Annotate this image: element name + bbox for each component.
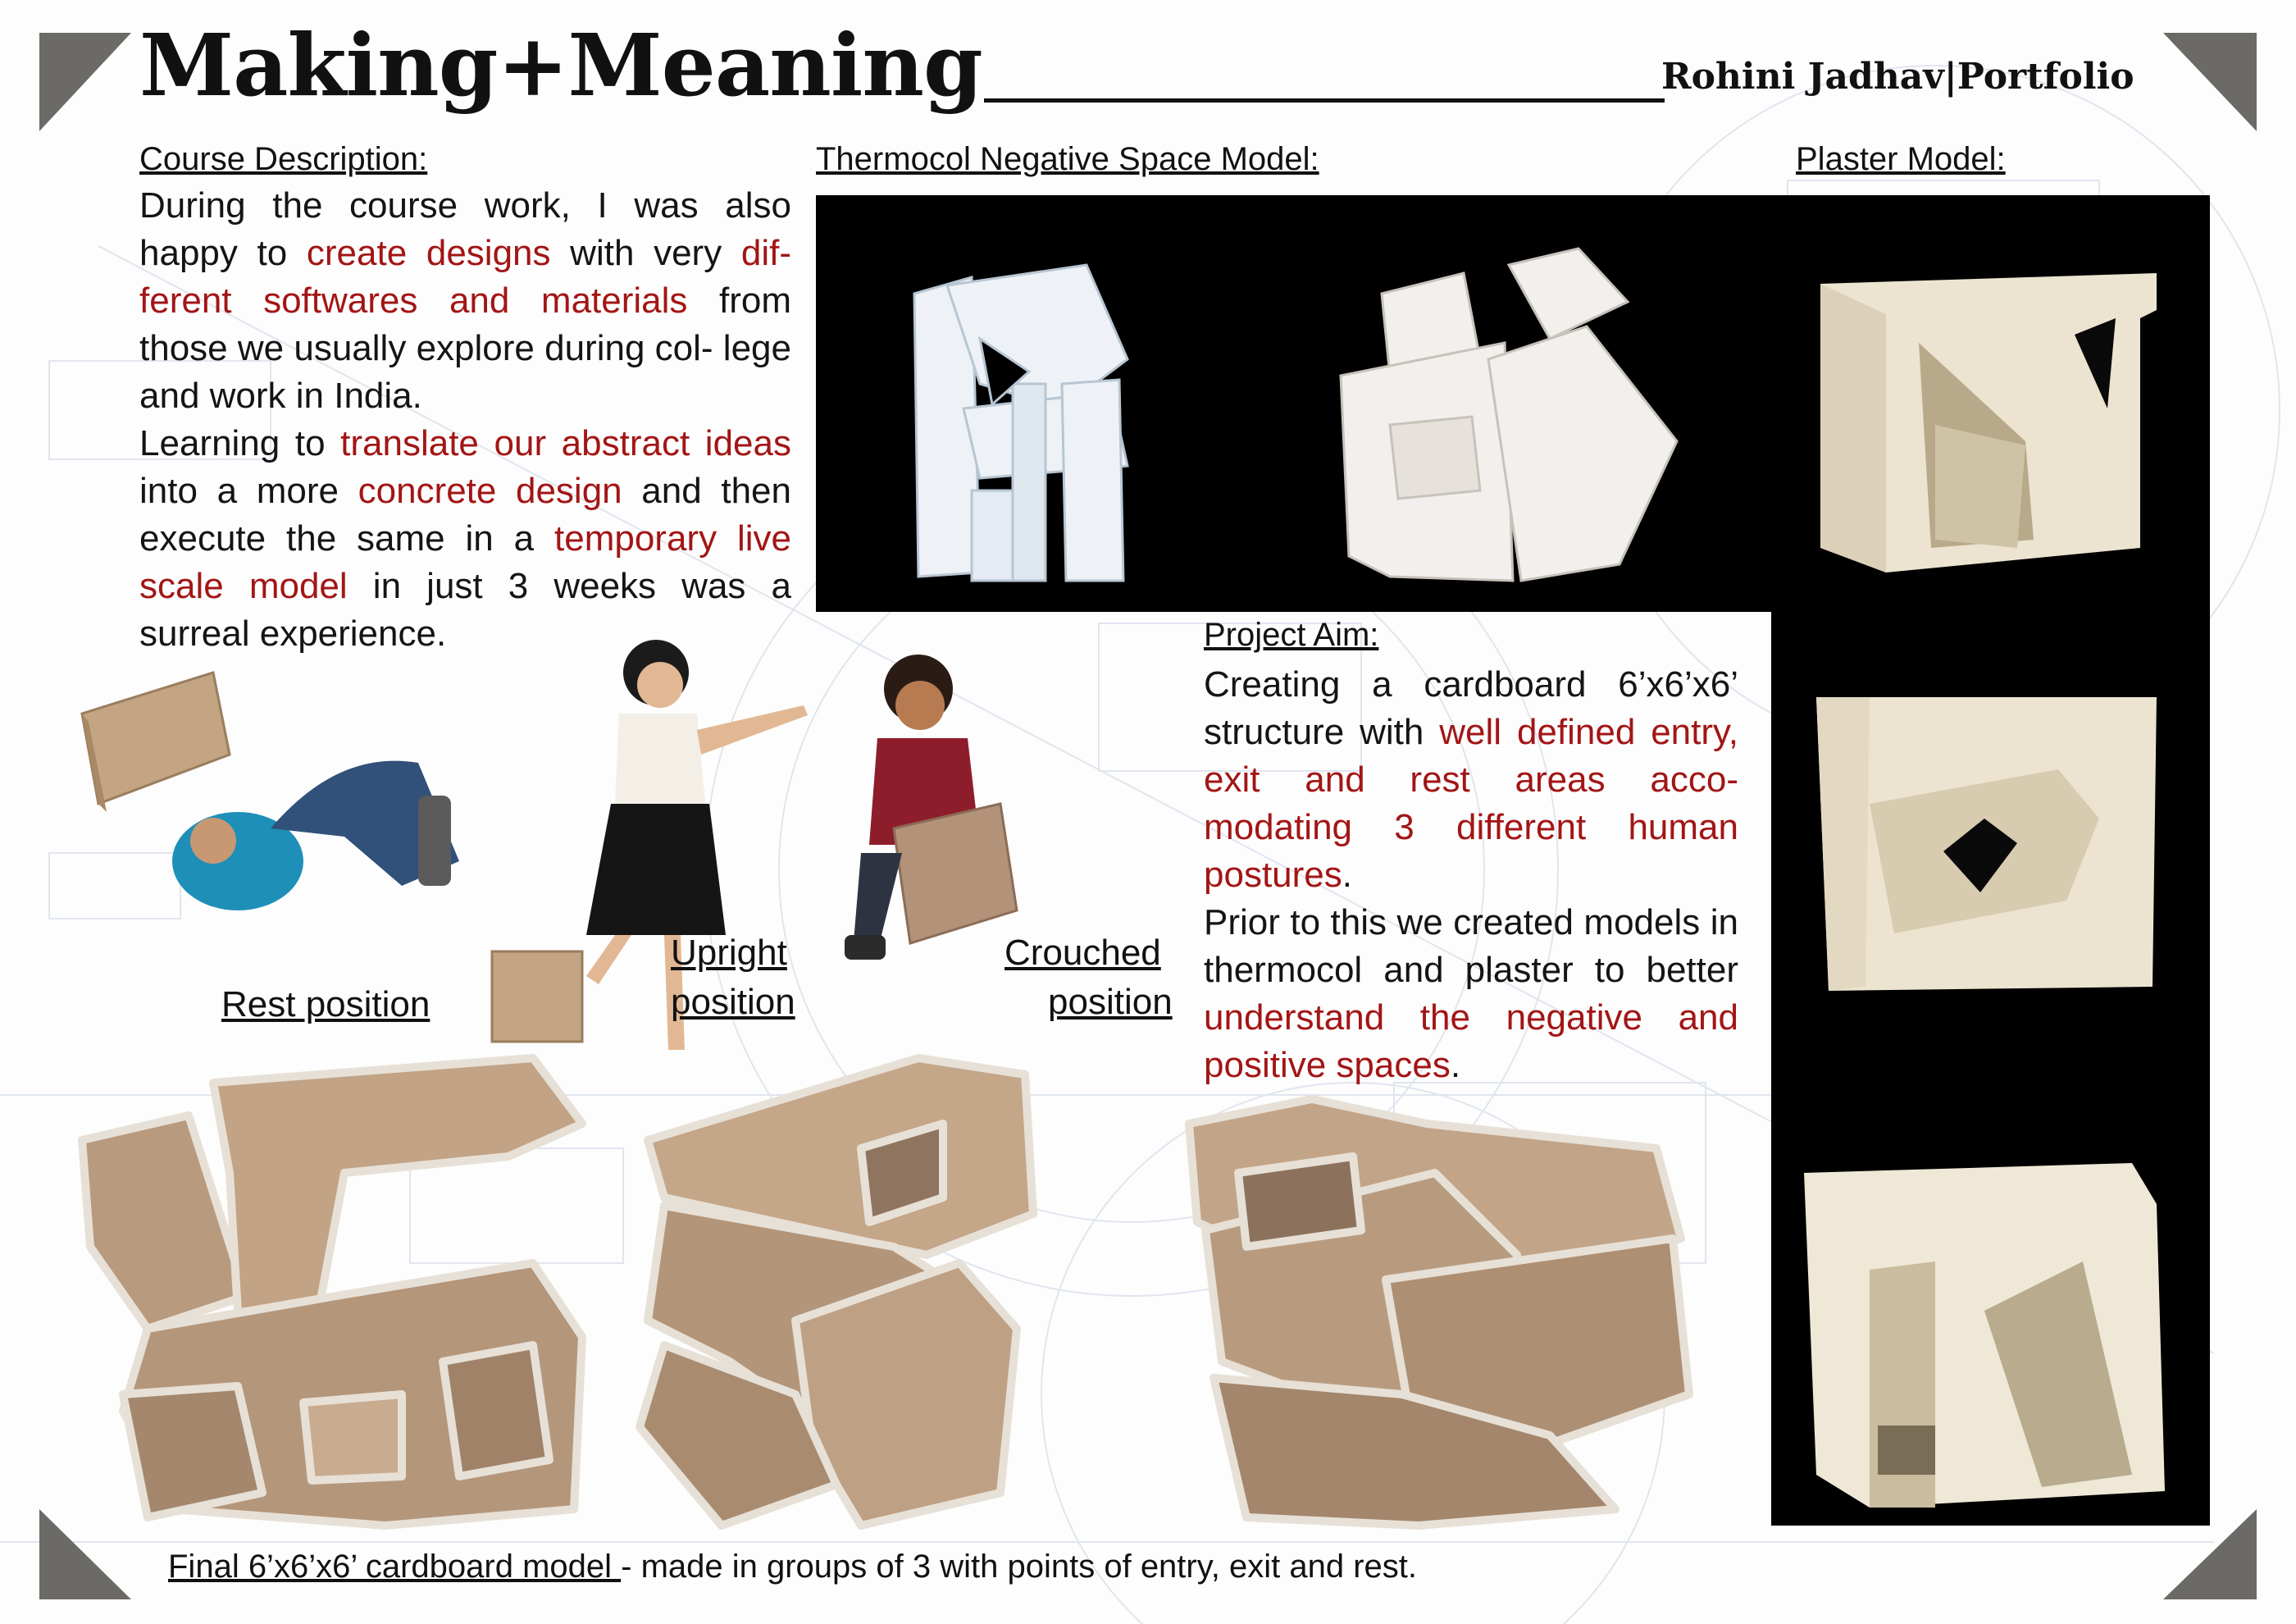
crouched-label-line-1: Crouched (1004, 933, 1161, 973)
corner-triangle-bottom-right (2206, 1534, 2296, 1624)
thermocol-model-2 (1341, 249, 1677, 581)
course-description-heading: Course Description: (139, 141, 428, 177)
body-text: . (1342, 855, 1352, 895)
rest-position-label: Rest position (221, 984, 430, 1024)
highlighted-text: concrete design (358, 471, 622, 511)
portfolio-subtitle: Rohini Jadhav|Portfolio (1661, 56, 2134, 98)
body-text: Prior to this we created models in thermocol and plaster to better (1204, 902, 1738, 990)
caption-underlined: Final 6’x6’x6’ cardboard model (168, 1549, 622, 1585)
course-paragraph-2 (139, 420, 791, 658)
plaster-model-view-2 (1816, 697, 2157, 991)
caption-rest: - made in groups of 3 with points of entry, exit and rest. (621, 1549, 1417, 1585)
highlighted-text: dif- ferent softwares and materials (139, 233, 791, 321)
body-text: with very (550, 233, 741, 273)
highlighted-text: understand the negative and positive spaces (1204, 997, 1738, 1085)
project-aim-heading: Project Aim: (1204, 617, 1379, 653)
cardboard-model-view-1 (82, 1058, 582, 1526)
body-text: from those we usually explore during col- lege and work in India. (139, 281, 791, 416)
body-text: Creating a cardboard 6’x6’x6’ structure with (1204, 664, 1738, 752)
body-text: During the course work, I was also happy to (139, 185, 791, 273)
upright-label-line-1: Upright (671, 933, 787, 973)
final-model-caption (168, 1549, 1417, 1585)
plaster-model-view-1 (1820, 273, 2157, 573)
course-description-text (139, 182, 791, 658)
cardboard-model-photos (74, 1050, 1779, 1534)
body-text: into a more (139, 471, 358, 511)
course-paragraph-1 (139, 182, 791, 420)
corner-triangle-top-left (0, 0, 90, 90)
body-text: in just 3 weeks was a surreal experience. (139, 566, 792, 654)
body-text: and then execute the same in a (139, 471, 791, 559)
thermocol-model-1 (914, 265, 1128, 581)
corner-triangle-bottom-left (0, 1534, 90, 1624)
highlighted-text: temporary live scale model (139, 518, 791, 606)
highlighted-text: well defined entry, exit and rest areas acco- modating 3 different human postures (1204, 712, 1738, 895)
highlighted-text: translate our abstract ideas (340, 423, 791, 463)
crouched-position-figure (828, 640, 1025, 968)
thermocol-model-photos (816, 195, 1784, 612)
page-title: Making+Meaning (139, 15, 982, 116)
plaster-model-photos (1771, 195, 2210, 1526)
cardboard-model-view-3 (1189, 1099, 1689, 1526)
crouched-label-line-2: position (1048, 982, 1173, 1022)
corner-triangle-top-right (2206, 0, 2296, 90)
upright-label-line-2: position (671, 982, 795, 1022)
thermocol-heading: Thermocol Negative Space Model: (816, 141, 1319, 177)
highlighted-text: create designs (306, 233, 551, 273)
plaster-model-view-3 (1804, 1163, 2165, 1508)
body-text: Learning to (139, 423, 341, 463)
title-underline-rule (984, 98, 1665, 103)
rest-position-figure (74, 673, 500, 984)
body-text: . (1450, 1045, 1461, 1085)
cardboard-model-view-2 (640, 1058, 1033, 1526)
aim-paragraph-1 (1204, 661, 1738, 899)
plaster-heading: Plaster Model: (1796, 141, 2006, 177)
project-aim-text (1204, 661, 1738, 1089)
